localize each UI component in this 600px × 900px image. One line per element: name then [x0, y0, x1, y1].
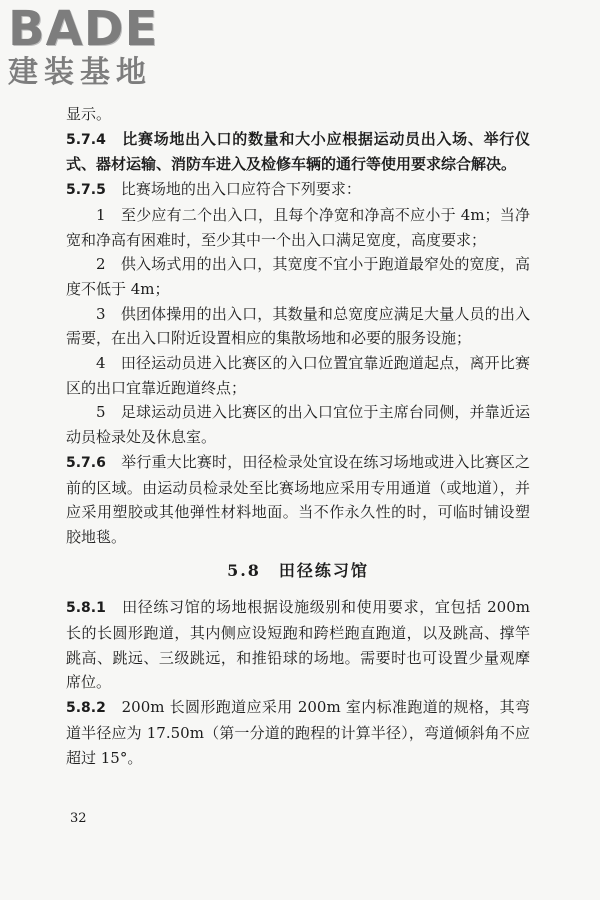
logo-latin-text: BADE: [8, 1, 159, 57]
list-item: 5 足球运动员进入比赛区的出入口宜位于主席台同侧，并靠近运动员检录处及休息室。: [66, 403, 530, 447]
clause-5-7-6: [66, 450, 530, 550]
list-item: 3 供团体操用的出入口，其数量和总宽度应满足大量人员的出入需要，在出入口附近设置相应的集散场地和必要的服务设施；: [66, 304, 530, 348]
clause-text: 举行重大比赛时，田径检录处宜设在练习场地或进入比赛区之前的区域。由运动员检录处至比赛场地应采用专用通道（或地道），并应采用塑胶或其他弹性材料地面。当不作永久性的时，可临时铺设塑胶地毯。: [66, 452, 530, 546]
clause-number: 5.7.5: [66, 182, 106, 199]
clause-text: 比赛场地出入口的数量和大小应根据运动员出入场、举行仪式、器材运输、消防车进入及检修车辆的通行等使用要求综合解决。: [66, 129, 530, 174]
clause-number: 5.7.6: [66, 454, 106, 471]
clause-5-8-2: [66, 695, 530, 770]
clause-5-7-5: [66, 177, 530, 203]
clause-number: 5.8.2: [66, 700, 106, 717]
clause-text: 比赛场地的出入口应符合下列要求：: [120, 180, 361, 199]
clause-number: 5.8.1: [66, 600, 106, 617]
logo: [8, 1, 159, 90]
clause-5-7-4: [66, 127, 530, 177]
section-title-text: 田径练习馆: [278, 560, 369, 580]
section-number: 5.8: [227, 560, 261, 580]
document-body: [66, 102, 530, 770]
clause-5-8-1: [66, 595, 530, 695]
logo-chinese-text: 建装基地: [8, 55, 152, 90]
clause-text: 田径练习馆的场地根据设施级别和使用要求，宜包括 200m 长的长圆形跑道，其内侧应设短跑和跨栏跑直跑道，以及跳高、撑竿跳高、跳远、三级跳远，和推铅球的场地。需要时也可设置少量观摩席位。: [66, 598, 530, 692]
list-item: 2 供入场式用的出入口，其宽度不宜小于跑道最窄处的宽度，高度不低于 4m；: [66, 255, 530, 298]
list-item: 4 田径运动员进入比赛区的入口位置宜靠近跑道起点，离开比赛区的出口宜靠近跑道终点；: [66, 354, 530, 397]
clause-text: 200m 长圆形跑道应采用 200m 室内标准跑道的规格，其弯道半径应为 17.50m（第一分道的跑程的计算半径），弯道倾斜角不应超过 15°。: [66, 698, 530, 767]
section-heading: [66, 559, 530, 584]
page-number: 32: [70, 811, 87, 826]
clause-number: 5.7.4: [66, 131, 106, 148]
lead-text: 显示。: [66, 105, 112, 123]
list-item: 1 至少应有二个出入口，且每个净宽和净高不应小于 4m；当净宽和净高有困难时，至少其中一个出入口满足宽度，高度要求；: [66, 205, 530, 249]
